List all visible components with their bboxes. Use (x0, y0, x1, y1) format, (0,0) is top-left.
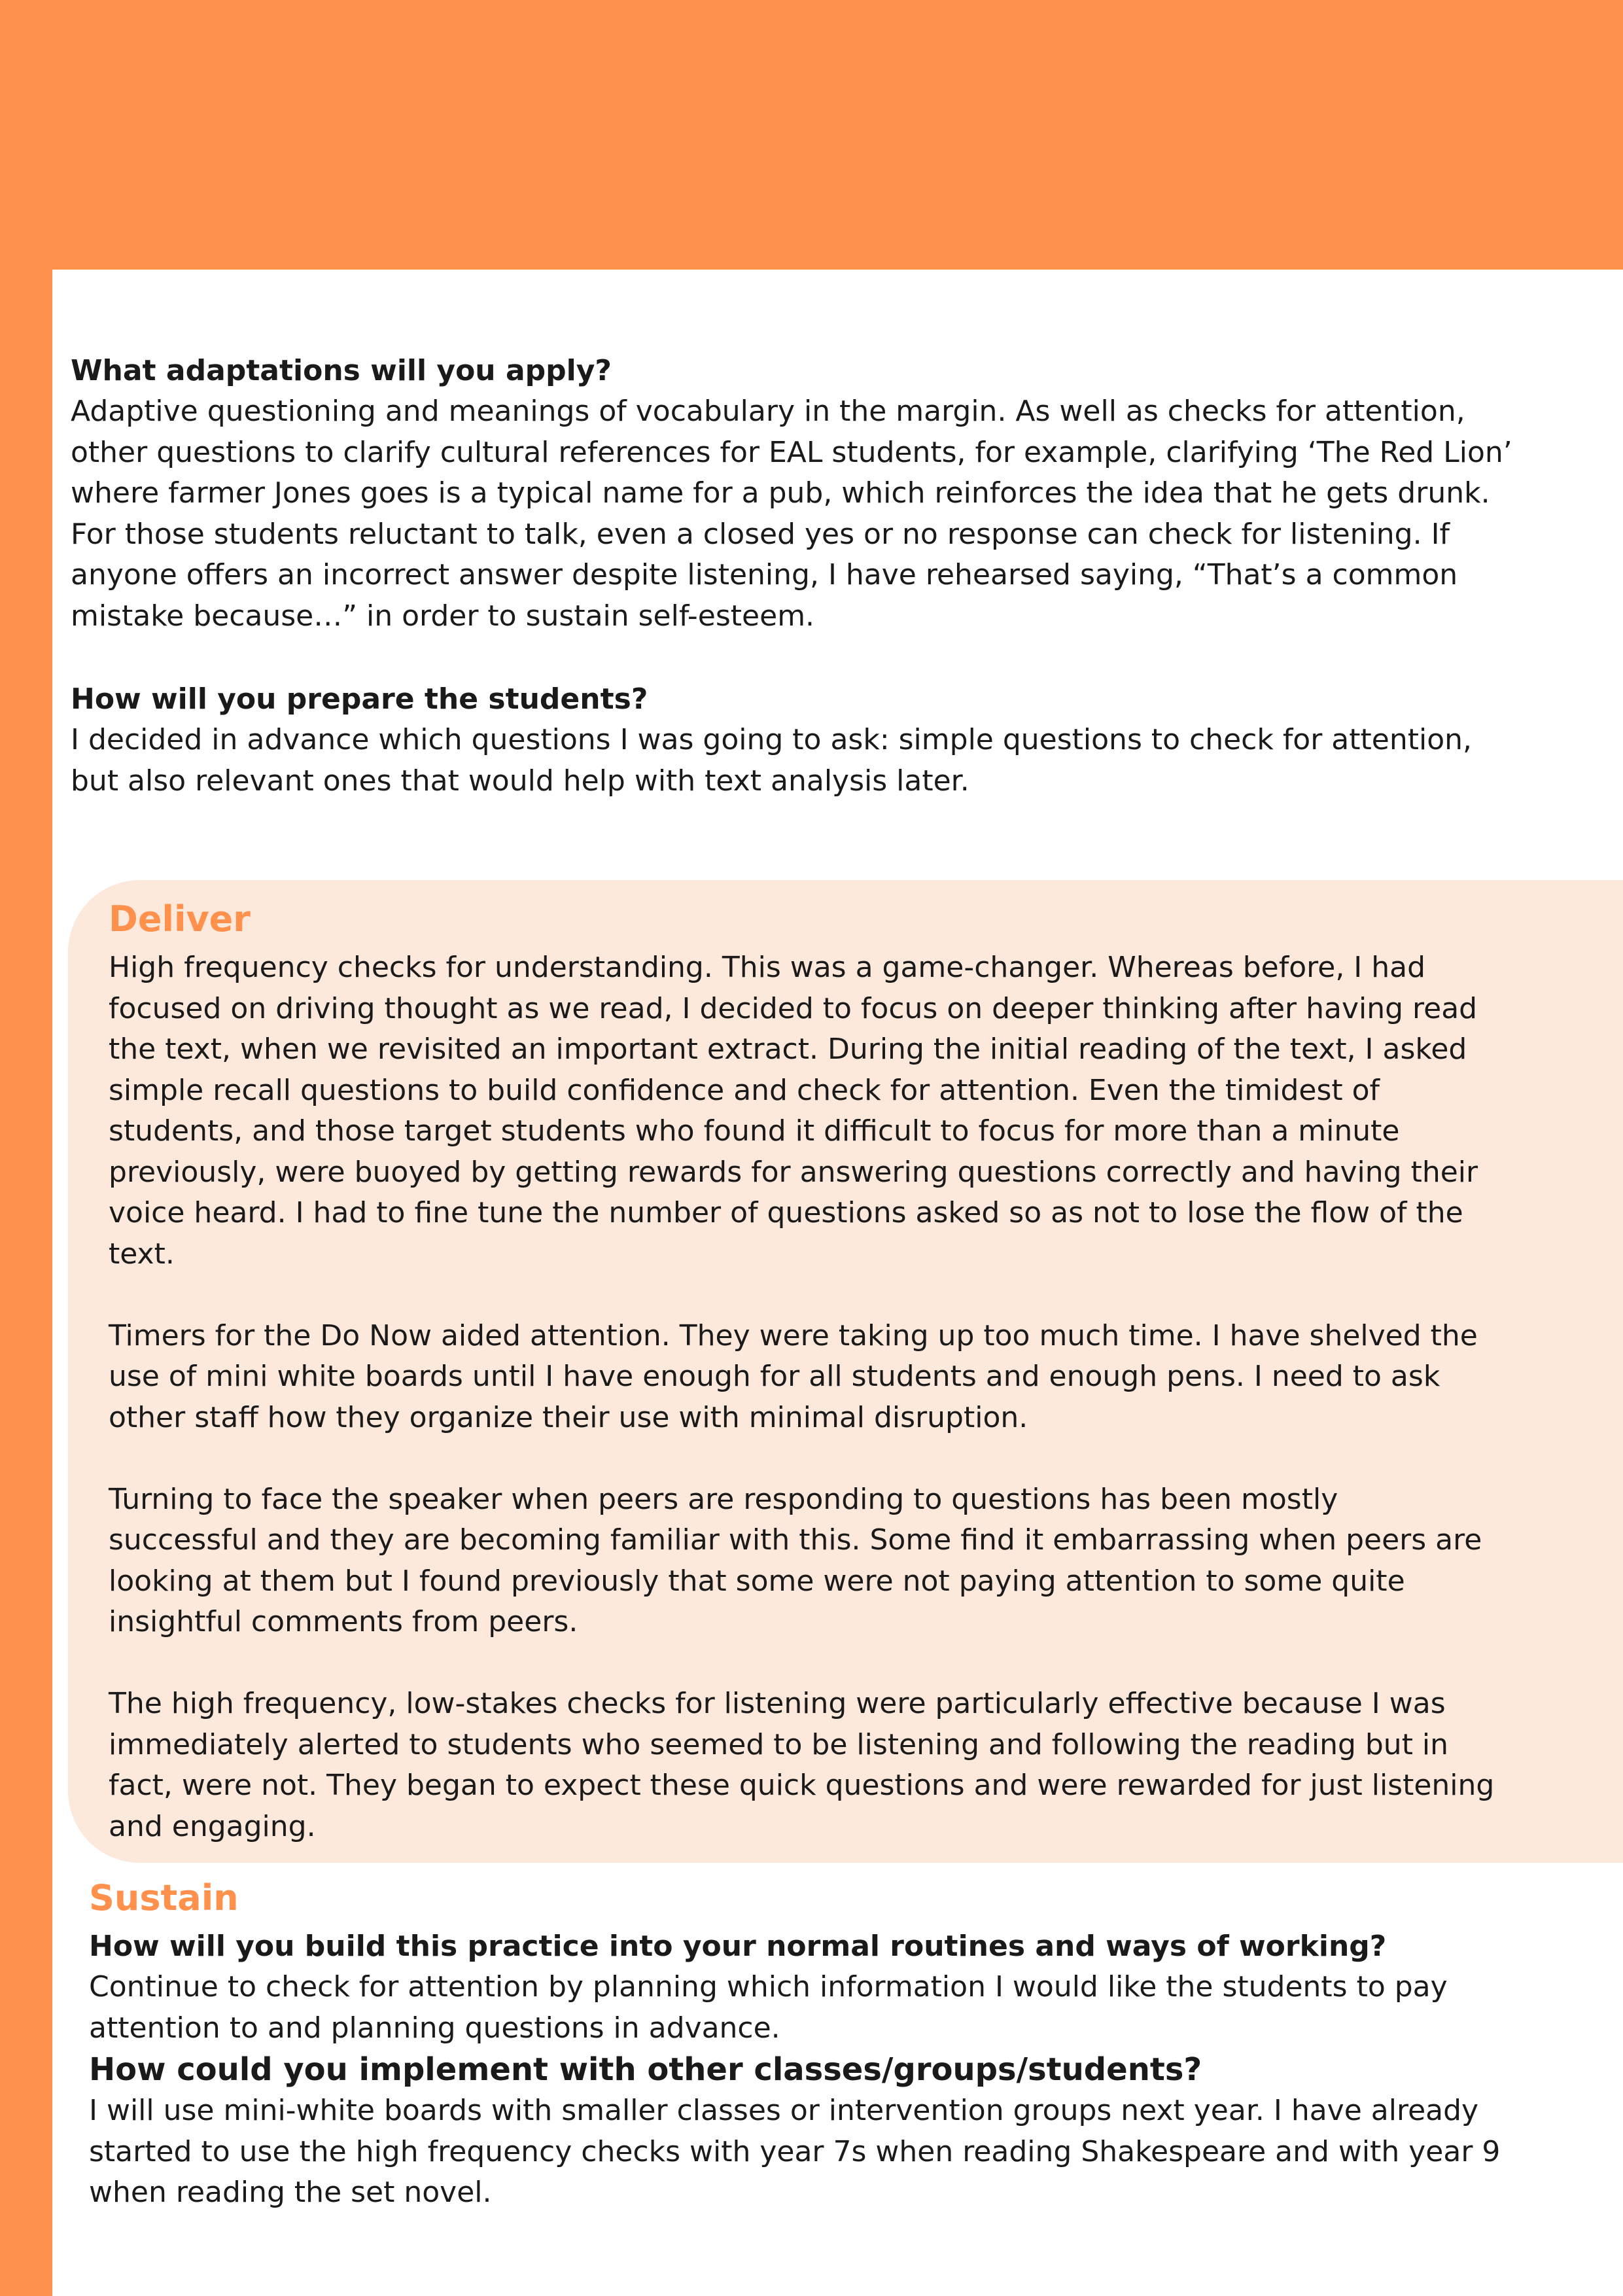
deliver-body (109, 947, 1594, 1847)
sustain-section (89, 1926, 1594, 2214)
text-line: The high frequency, low-stakes checks for listening were particularly effective because I was (109, 1687, 1446, 1720)
text-line: students, and those target students who found it difficult to focus for more than a minute (109, 1114, 1400, 1148)
text-line: I will use mini-white boards with smaller classes or intervention groups next year. I have already (89, 2094, 1479, 2127)
text-line: Continue to check for attention by planning which information I would like the students to pay (89, 1970, 1448, 2004)
paragraph-gap (109, 1438, 1594, 1479)
text-line: For those students reluctant to talk, even a closed yes or no response can check for listening. If (71, 517, 1450, 551)
text-line: the text, when we revisited an important extract. During the initial reading of the text, I asked (109, 1033, 1467, 1066)
text-line: and engaging. (109, 1809, 316, 1843)
text-line: High frequency checks for understanding. This was a game-changer. Whereas before, I had (109, 951, 1426, 984)
paragraph-gap (109, 1275, 1594, 1316)
adaptations-heading: What adaptations will you apply? (71, 354, 612, 387)
text-line: previously, were buoyed by getting rewards for answering questions correctly and having their (109, 1155, 1478, 1189)
adaptations-section (71, 351, 1575, 637)
text-line: voice heard. I had to fine tune the number of questions asked so as not to lose the flow of the (109, 1196, 1463, 1229)
text-line: but also relevant ones that would help with text analysis later. (71, 764, 969, 798)
text-line: simple recall questions to build confidence and check for attention. Even the timidest of (109, 1073, 1380, 1107)
header-band (0, 0, 1623, 270)
text-line: anyone offers an incorrect answer despite listening, I have rehearsed saying, “That’s a common (71, 558, 1458, 592)
sustain-question-1: How will you build this practice into your normal routines and ways of working? (89, 1930, 1387, 1963)
text-line: fact, were not. They began to expect these quick questions and were rewarded for just listening (109, 1769, 1495, 1802)
sustain-question-2: How could you implement with other classes/groups/students? (89, 2051, 1202, 2088)
text-line: I decided in advance which questions I was going to ask: simple questions to check for attention, (71, 723, 1472, 756)
text-line: Timers for the Do Now aided attention. They were taking up too much time. I have shelved the (109, 1318, 1478, 1352)
left-accent-bar (0, 0, 52, 2296)
text-line: other staff how they organize their use with minimal disruption. (109, 1400, 1028, 1434)
text-line: started to use the high frequency checks with year 7s when reading Shakespeare and with year 9 (89, 2134, 1501, 2168)
text-line: use of mini white boards until I have enough for all students and enough pens. I need to ask (109, 1360, 1440, 1393)
deliver-title: Deliver (109, 898, 251, 940)
text-line: looking at them but I found previously that some were not paying attention to some quite (109, 1564, 1405, 1598)
adaptations-body (71, 391, 1575, 637)
text-line: Adaptive questioning and meanings of vocabulary in the margin. As well as checks for attention, (71, 395, 1465, 428)
text-line: other questions to clarify cultural references for EAL students, for example, clarifying ‘The Red Lion’ (71, 435, 1512, 469)
text-line: successful and they are becoming familiar with this. Some find it embarrassing when peers are (109, 1523, 1482, 1557)
paragraph-gap (109, 1643, 1594, 1684)
text-line: attention to and planning questions in advance. (89, 2011, 780, 2045)
prepare-heading: How will you prepare the students? (71, 682, 648, 716)
text-line: where farmer Jones goes is a typical name for a pub, which reinforces the idea that he gets drunk. (71, 476, 1490, 510)
prepare-section (71, 679, 1575, 802)
text-line: Turning to face the speaker when peers are responding to questions has been mostly (109, 1482, 1338, 1516)
text-line: mistake because…” in order to sustain self-esteem. (71, 599, 815, 633)
text-line: insightful comments from peers. (109, 1605, 578, 1638)
text-line: text. (109, 1237, 175, 1271)
text-line: when reading the set novel. (89, 2176, 492, 2209)
text-line: immediately alerted to students who seemed to be listening and following the reading but in (109, 1727, 1449, 1761)
text-line: focused on driving thought as we read, I decided to focus on deeper thinking after having read (109, 991, 1478, 1025)
sustain-title: Sustain (89, 1877, 239, 1918)
